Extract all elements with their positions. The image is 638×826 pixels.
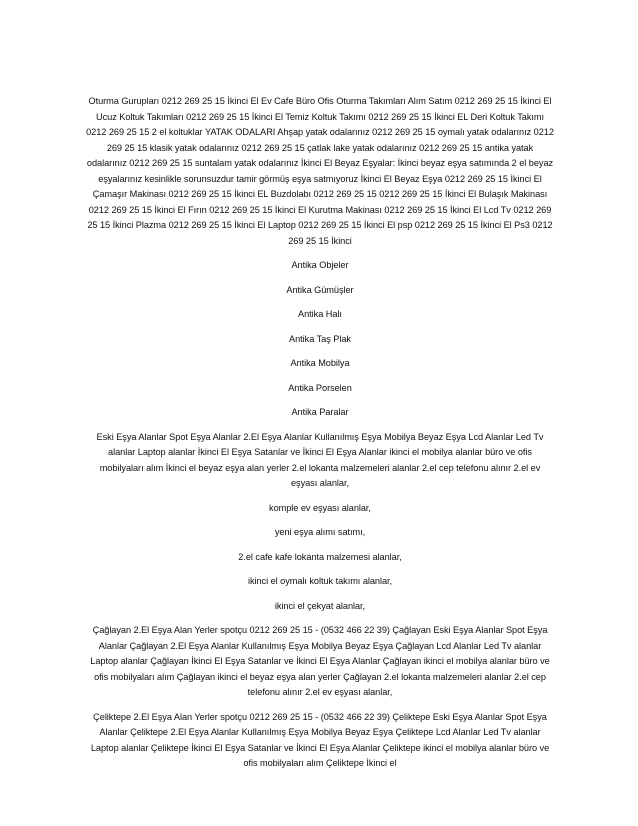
cekyat-line: ikinci el çekyat alanlar, (274, 600, 366, 611)
caglayan-paragraph: Çağlayan 2.El Eşya Alan Yerler spotçu 0212 269 25 15 - (0532 466 22 39) Çağlayan Eski Eşya Alanlar Spot Eşya Alanlar Çağlayan 2.El Eşya Alanlar Kullanılmış Eşya Mobilya Beyaz Eşya Çağlayan Lcd Alanlar Led Tv alanlar Laptop alanlar Çağlayan İkinci El Eşya Satanlar ve İkinci El Eşya Alanlar Çağlayan ikinci el mobilya alanlar büro ve ofis mobilyaları alım Çağlayan ikinci el beyaz eşya alan yerler Çağlayan 2.el lokanta malzemeleri alanlar 2.el cep telefonu alınır 2.el ev eşyası alanlar, (90, 625, 550, 697)
antika-mobilya: Antika Mobilya (290, 358, 350, 368)
cafe-line: 2.el cafe kafe lokanta malzemesi alanlar, (238, 551, 402, 562)
antika-hali: Antika Halı (298, 309, 342, 319)
komple-line: komple ev eşyası alanlar, (269, 502, 371, 513)
eski-esya-paragraph: Eski Eşya Alanlar Spot Eşya Alanlar 2.El Eşya Alanlar Kullanılmış Eşya Mobilya Beyaz Eşya Lcd Alanlar Led Tv alanlar Laptop alanlar İkinci El Eşya Satanlar ve İkinci El Eşya Alanlar ikinci el mobilya alanlar büro ve ofis mobilyaları alım İkinci el beyaz eşya alan yerler 2.el lokanta malzemeleri alanlar 2.el cep telefonu alınır 2.el ev eşyası alanlar, (96, 431, 544, 488)
celiktepe-paragraph: Çeliktepe 2.El Eşya Alan Yerler spotçu 0212 269 25 15 - (0532 466 22 39) Çeliktepe Eski Eşya Alanlar Spot Eşya Alanlar Çeliktepe 2.El Eşya Alanlar Kullanılmış Eşya Mobilya Beyaz Eşya Çeliktepe Lcd Alanlar Led Tv alanlar Laptop alanlar Çeliktepe İkinci El Eşya Satanlar ve İkinci El Eşya Alanlar Çeliktepe ikinci el mobilya alanlar büro ve ofis mobilyaları alım Çeliktepe İkinci el (90, 711, 550, 768)
oymali-line: ikinci el oymalı koltuk takımı alanlar, (247, 576, 393, 586)
antika-tas-plak: Antika Taş Plak (289, 333, 351, 344)
yeni-line: yeni eşya alımı satımı, (274, 527, 366, 537)
antika-porselen: Antika Porselen (288, 382, 352, 393)
document-page (86, 94, 554, 781)
intro-paragraph: Oturma Gurupları 0212 269 25 15 İkinci El Ev Cafe Büro Ofis Oturma Takımları Alım Satım 0212 269 25 15 İkinci El Ucuz Koltuk Takımları 0212 269 25 15 İkinci El Temiz Koltuk Takımı 0212 269 25 15 İkinci EL Deri Koltuk Takımı 0212 269 25 15 2 el koltuklar YATAK ODALARI Ahşap yatak odalarınız 0212 269 25 15 oymalı yatak odalarınız 0212 269 25 15 klasik yatak odalarınız 0212 269 25 15 çatlak lake yatak odalarınız 0212 269 25 15 antika yatak odalarınız 0212 269 25 15 suntalam yatak odalarınız İkinci El Beyaz Eşyalar: İkinci beyaz eşya satımında 2 el beyaz eşyalarınız kesinlikle sorunsuzdur tamir görmüş eşya satmıyoruz İkinci El Beyaz Eşya 0212 269 25 15 İkinci El Çamaşır Makinası 0212 269 25 15 İkinci EL Buzdolabı 0212 269 25 15 0212 269 25 15 İkinci El Bulaşık Makinası 0212 269 25 15 İkinci El Fırın 0212 269 25 15 İkinci El Kurutma Makinası 0212 269 25 15 İkinci El Lcd Tv 0212 269 25 15 İkinci Plazma 0212 269 25 15 İkinci El Laptop 0212 269 25 15 İkinci El psp 0212 269 25 15 İkinci El Ps3 0212 269 25 15 İkinci (86, 96, 554, 246)
antika-gumusler: Antika Gümüşler (286, 284, 354, 295)
antika-paralar: Antika Paralar (291, 407, 349, 417)
antika-objeler: Antika Objeler (291, 260, 349, 270)
